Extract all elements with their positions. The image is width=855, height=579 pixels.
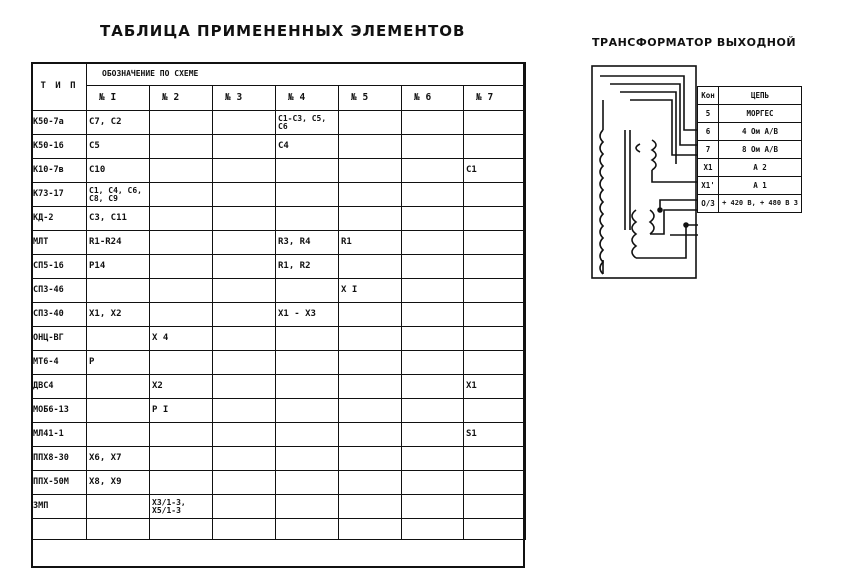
designation-cell xyxy=(150,447,213,471)
designation-cell xyxy=(150,159,213,183)
designation-cell: S1 xyxy=(464,423,526,447)
designation-cell xyxy=(402,159,464,183)
element-type: ППХ8-30 xyxy=(32,447,87,471)
designation-cell: C1-C3, C5, C6 xyxy=(276,111,339,135)
column-header-5: № 5 xyxy=(339,86,402,111)
designation-cell xyxy=(87,279,150,303)
element-type: К73-17 xyxy=(32,183,87,207)
designation-cell: Р14 xyxy=(87,255,150,279)
table-row xyxy=(32,255,526,279)
table-row xyxy=(32,183,526,207)
designation-cell xyxy=(276,423,339,447)
designation-cell xyxy=(213,207,276,231)
column-header-1: № I xyxy=(87,86,150,111)
designation-cell xyxy=(213,471,276,495)
designation-cell: C5 xyxy=(87,135,150,159)
designation-cell xyxy=(402,399,464,423)
designation-cell xyxy=(339,255,402,279)
designation-cell xyxy=(213,399,276,423)
column-header-2: № 2 xyxy=(150,86,213,111)
designation-cell xyxy=(213,183,276,207)
designation-cell xyxy=(150,255,213,279)
element-type: К50-16 xyxy=(32,135,87,159)
designation-cell xyxy=(402,279,464,303)
designation-cell xyxy=(402,207,464,231)
table-title: ТАБЛИЦА ПРИМЕНЕННЫХ ЭЛЕМЕНТОВ xyxy=(100,22,466,40)
designation-cell xyxy=(402,519,464,540)
designation-cell: C7, C2 xyxy=(87,111,150,135)
designation-cell xyxy=(213,159,276,183)
designation-cell xyxy=(464,399,526,423)
kon-cell: Х1 xyxy=(698,159,719,177)
column-header-7: № 7 xyxy=(464,86,526,111)
designation-cell: C4 xyxy=(276,135,339,159)
table-row xyxy=(32,471,526,495)
designation-cell xyxy=(339,495,402,519)
transformer-row xyxy=(698,177,802,195)
transformer-row xyxy=(698,141,802,159)
group-header: ОБОЗНАЧЕНИЕ ПО СХЕМЕ xyxy=(87,63,526,86)
element-type: СП3-46 xyxy=(32,279,87,303)
designation-cell xyxy=(402,447,464,471)
designation-cell xyxy=(150,471,213,495)
designation-cell xyxy=(402,327,464,351)
designation-cell xyxy=(339,303,402,327)
element-type: МЛ41-1 xyxy=(32,423,87,447)
designation-cell xyxy=(213,423,276,447)
designation-cell xyxy=(150,135,213,159)
designation-cell: C1, C4, C6, C8, C9 xyxy=(87,183,150,207)
element-type: СП5-16 xyxy=(32,255,87,279)
designation-cell xyxy=(276,471,339,495)
designation-cell xyxy=(402,303,464,327)
designation-cell: R1-R24 xyxy=(87,231,150,255)
column-header-4: № 4 xyxy=(276,86,339,111)
type-header: Т И П xyxy=(32,63,87,111)
designation-cell xyxy=(213,303,276,327)
designation-cell xyxy=(464,519,526,540)
designation-cell xyxy=(339,159,402,183)
table-row xyxy=(32,135,526,159)
designation-cell: Р I xyxy=(150,399,213,423)
designation-cell: Х2 xyxy=(150,375,213,399)
designation-cell xyxy=(402,375,464,399)
designation-cell xyxy=(276,327,339,351)
designation-cell xyxy=(402,231,464,255)
element-type xyxy=(32,519,87,540)
designation-cell: C10 xyxy=(87,159,150,183)
designation-cell xyxy=(339,375,402,399)
designation-cell xyxy=(87,519,150,540)
designation-cell xyxy=(339,327,402,351)
designation-cell xyxy=(464,351,526,375)
designation-cell xyxy=(339,111,402,135)
cep-cell: А 2 xyxy=(719,159,802,177)
designation-cell xyxy=(464,447,526,471)
kon-cell: 6 xyxy=(698,123,719,141)
designation-cell xyxy=(276,279,339,303)
transformer-row xyxy=(698,105,802,123)
designation-cell xyxy=(464,231,526,255)
element-type: МОБ6-13 xyxy=(32,399,87,423)
designation-cell xyxy=(87,495,150,519)
cep-cell: + 420 В, + 480 В 3 xyxy=(719,195,802,213)
designation-cell xyxy=(339,423,402,447)
designation-cell xyxy=(402,255,464,279)
element-type: ДВС4 xyxy=(32,375,87,399)
transformer-row xyxy=(698,195,802,213)
designation-cell xyxy=(402,135,464,159)
transformer-table xyxy=(697,86,802,213)
column-header-6: № 6 xyxy=(402,86,464,111)
designation-cell xyxy=(464,495,526,519)
designation-cell xyxy=(213,519,276,540)
designation-cell xyxy=(150,303,213,327)
table-row xyxy=(32,423,526,447)
element-type: МТ6-4 xyxy=(32,351,87,375)
kon-header: Кон xyxy=(698,87,719,105)
element-type: К50-7а xyxy=(32,111,87,135)
cep-cell: МОРГЕС xyxy=(719,105,802,123)
table-row xyxy=(32,279,526,303)
designation-cell xyxy=(464,255,526,279)
cep-cell: 8 Ом А/В xyxy=(719,141,802,159)
designation-cell xyxy=(276,447,339,471)
designation-cell xyxy=(276,351,339,375)
designation-cell xyxy=(276,375,339,399)
kon-cell: Х1' xyxy=(698,177,719,195)
designation-cell xyxy=(87,423,150,447)
element-type: СП3-40 xyxy=(32,303,87,327)
table-row xyxy=(32,159,526,183)
designation-cell xyxy=(402,423,464,447)
designation-cell xyxy=(213,111,276,135)
table-row xyxy=(32,399,526,423)
column-header-3: № 3 xyxy=(213,86,276,111)
transformer-row xyxy=(698,123,802,141)
table-row xyxy=(32,519,526,540)
transformer-title: ТРАНСФОРМАТОР ВЫХОДНОЙ xyxy=(592,36,797,49)
cep-header: ЦЕПЬ xyxy=(719,87,802,105)
designation-cell xyxy=(339,399,402,423)
designation-cell xyxy=(150,423,213,447)
designation-cell xyxy=(213,255,276,279)
designation-cell xyxy=(464,135,526,159)
designation-cell xyxy=(339,471,402,495)
designation-cell xyxy=(339,183,402,207)
designation-cell xyxy=(339,135,402,159)
designation-cell xyxy=(276,495,339,519)
designation-cell xyxy=(464,183,526,207)
designation-cell xyxy=(87,399,150,423)
designation-cell: Х1, Х2 xyxy=(87,303,150,327)
designation-cell xyxy=(276,207,339,231)
designation-cell xyxy=(213,447,276,471)
designation-cell xyxy=(87,375,150,399)
designation-cell xyxy=(339,351,402,375)
designation-cell xyxy=(150,351,213,375)
designation-cell xyxy=(464,303,526,327)
designation-cell xyxy=(150,207,213,231)
designation-cell xyxy=(213,351,276,375)
table-row xyxy=(32,303,526,327)
designation-cell xyxy=(402,495,464,519)
element-type: МЛТ xyxy=(32,231,87,255)
table-row xyxy=(32,111,526,135)
table-row xyxy=(32,351,526,375)
designation-cell: Х8, Х9 xyxy=(87,471,150,495)
designation-cell xyxy=(276,159,339,183)
cep-cell: А 1 xyxy=(719,177,802,195)
designation-cell xyxy=(213,375,276,399)
designation-cell: Р xyxy=(87,351,150,375)
designation-cell: R1 xyxy=(339,231,402,255)
designation-cell xyxy=(150,231,213,255)
designation-cell xyxy=(402,111,464,135)
designation-cell xyxy=(402,471,464,495)
designation-cell: R3, R4 xyxy=(276,231,339,255)
designation-cell xyxy=(213,279,276,303)
designation-cell: Х6, Х7 xyxy=(87,447,150,471)
designation-cell: C1 xyxy=(464,159,526,183)
element-type: ЗМП xyxy=(32,495,87,519)
designation-cell xyxy=(87,327,150,351)
kon-cell: 5 xyxy=(698,105,719,123)
kon-cell: 7 xyxy=(698,141,719,159)
designation-cell xyxy=(213,135,276,159)
designation-cell xyxy=(464,207,526,231)
table-row xyxy=(32,447,526,471)
designation-cell xyxy=(464,327,526,351)
elements-table xyxy=(31,62,526,540)
designation-cell: Х 4 xyxy=(150,327,213,351)
designation-cell: Х I xyxy=(339,279,402,303)
cep-cell: 4 Ом А/В xyxy=(719,123,802,141)
designation-cell xyxy=(213,327,276,351)
designation-cell xyxy=(339,207,402,231)
designation-cell xyxy=(276,519,339,540)
table-row xyxy=(32,495,526,519)
table-row xyxy=(32,207,526,231)
designation-cell xyxy=(276,399,339,423)
designation-cell xyxy=(402,351,464,375)
transformer-row xyxy=(698,159,802,177)
designation-cell xyxy=(213,231,276,255)
element-type: КД-2 xyxy=(32,207,87,231)
designation-cell xyxy=(276,183,339,207)
designation-cell: Х3/1-3, Х5/1-3 xyxy=(150,495,213,519)
designation-cell: R1, R2 xyxy=(276,255,339,279)
designation-cell xyxy=(464,111,526,135)
designation-cell xyxy=(213,495,276,519)
transformer-diagram xyxy=(590,60,700,280)
designation-cell: C3, C11 xyxy=(87,207,150,231)
element-type: К10-7в xyxy=(32,159,87,183)
table-row xyxy=(32,375,526,399)
table-row xyxy=(32,327,526,351)
designation-cell: Х1 - Х3 xyxy=(276,303,339,327)
table-row xyxy=(32,231,526,255)
designation-cell xyxy=(402,183,464,207)
designation-cell xyxy=(464,279,526,303)
designation-cell xyxy=(339,447,402,471)
designation-cell: Х1 xyxy=(464,375,526,399)
designation-cell xyxy=(464,471,526,495)
designation-cell xyxy=(339,519,402,540)
element-type: ППХ-50М xyxy=(32,471,87,495)
designation-cell xyxy=(150,111,213,135)
element-type: ОНЦ-ВГ xyxy=(32,327,87,351)
kon-cell: О/3 xyxy=(698,195,719,213)
designation-cell xyxy=(150,519,213,540)
designation-cell xyxy=(150,183,213,207)
designation-cell xyxy=(150,279,213,303)
